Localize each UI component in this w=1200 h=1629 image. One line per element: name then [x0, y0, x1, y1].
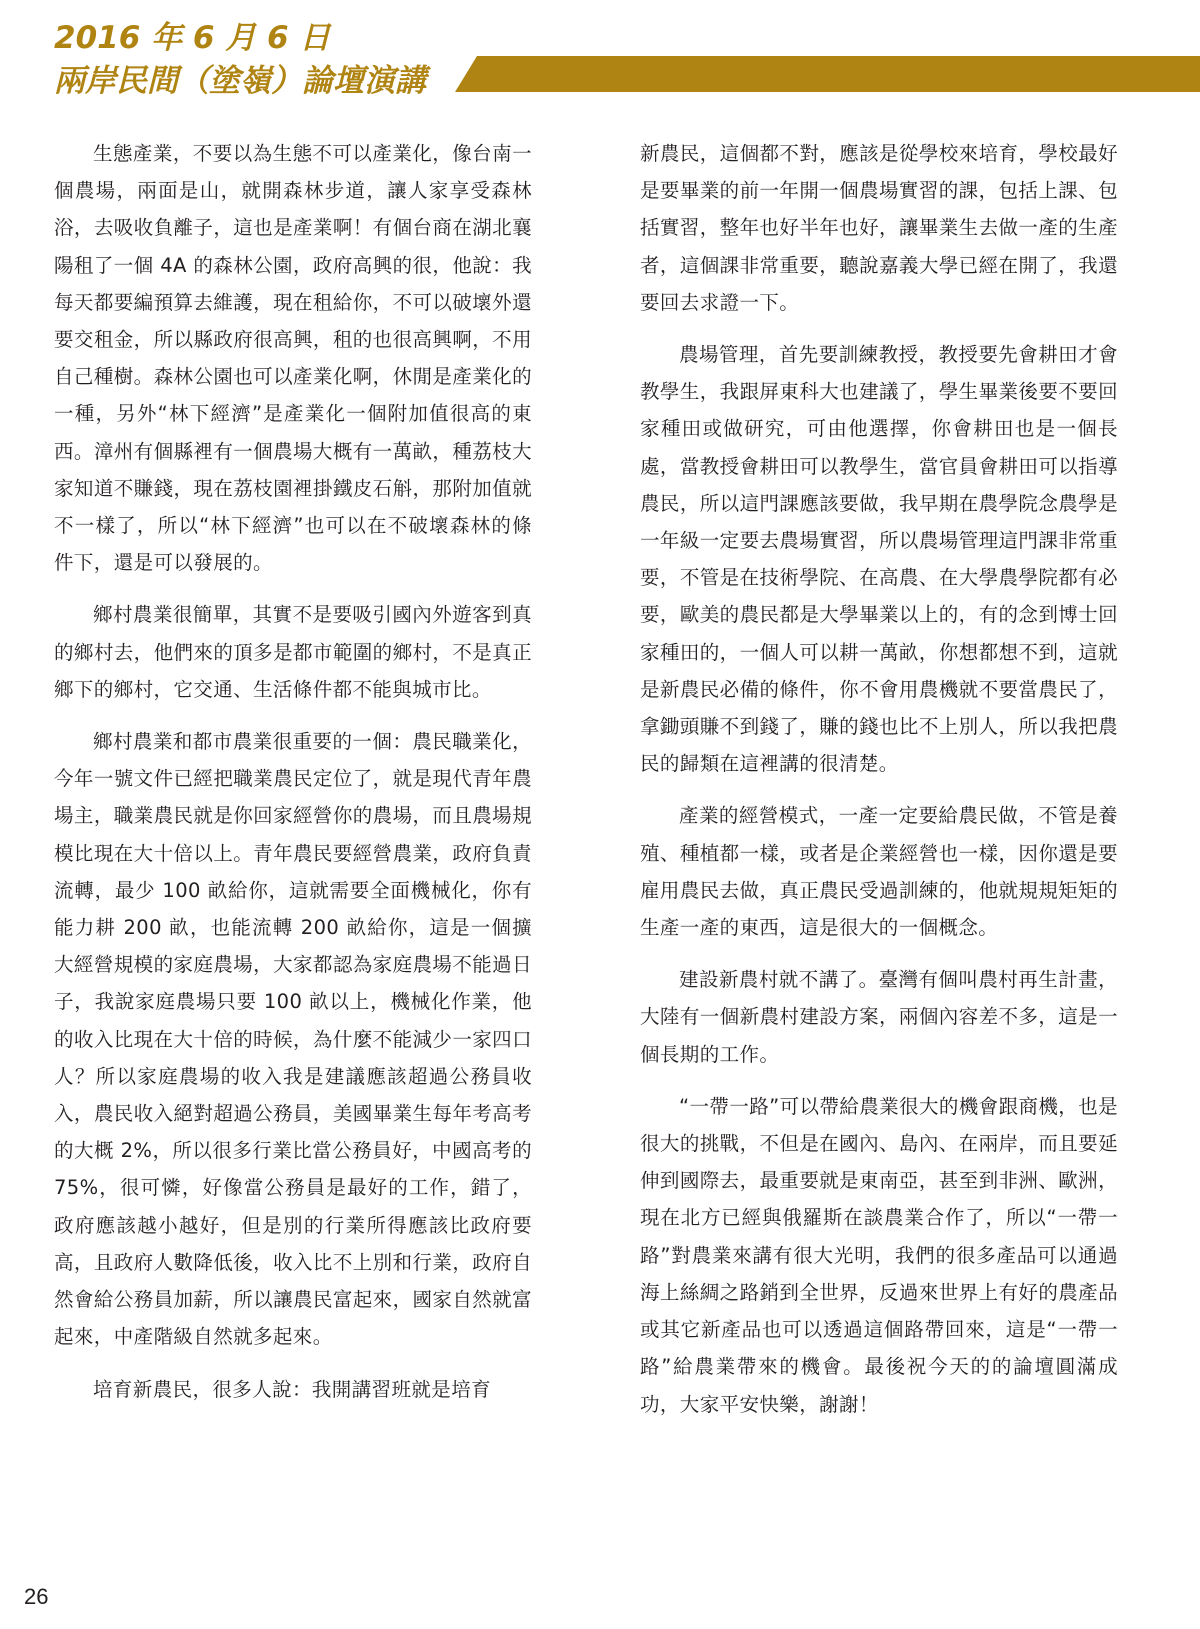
right-column	[640, 135, 1118, 1438]
paragraph: 新農民，這個都不對，應該是從學校來培育，學校最好是要畢業的前一年開一個農場實習的課，包括上課、包括實習，整年也好半年也好，讓畢業生去做一產的生產者，這個課非常重要，聽說嘉義大學已經在開了，我還要回去求證一下。	[640, 142, 1118, 314]
paragraph: 農場管理，首先要訓練教授，教授要先會耕田才會教學生，我跟屏東科大也建議了，學生畢業後要不要回家種田或做研究，可由他選擇，你會耕田也是一個長處，當教授會耕田可以教學生，當官員會耕田可以指導農民，所以這門課應該要做，我早期在農學院念農學是一年級一定要去農場實習，所以農場管理這門課非常重要，不管是在技術學院、在高農、在大學農學院都有必要，歐美的農民都是大學畢業以上的，有的念到博士回家種田的，一個人可以耕一萬畝，你想都想不到，這就是新農民必備的條件，你不會用農機就不要當農民了，拿鋤頭賺不到錢了，賺的錢也比不上別人，所以我把農民的歸類在這裡講的很清楚。	[640, 343, 1118, 776]
paragraph: 生態產業，不要以為生態不可以產業化，像台南一個農場，兩面是山，就開森林步道，讓人家享受森林浴，去吸收負離子，這也是產業啊！有個台商在湖北襄陽租了一個 4A 的森林公園，政府高興的很，他說：我每天都要編預算去維護，現在租給你，不可以破壞外還要交租金，所以縣政府很高興，租的也很高興啊，不用自己種樹。森林公園也可以產業化啊，休閒是產業化的一種，另外“林下經濟”是產業化一個附加值很高的東西。漳州有個縣裡有一個農場大概有一萬畝，種荔枝大家知道不賺錢，現在荔枝園裡掛鐵皮石斛，那附加值就不一樣了，所以“林下經濟”也可以在不破壞森林的條件下，還是可以發展的。	[54, 142, 532, 575]
paragraph: 鄉村農業很簡單，其實不是要吸引國內外遊客到真的鄉村去，他們來的頂多是都市範圍的鄉村，不是真正鄉下的鄉村，它交通、生活條件都不能與城市比。	[54, 603, 532, 701]
left-column	[54, 135, 532, 1423]
page-number: 26	[24, 1584, 49, 1609]
header-accent-bar	[455, 56, 1200, 92]
paragraph: 鄉村農業和都市農業很重要的一個：農民職業化，今年一號文件已經把職業農民定位了，就是現代青年農場主，職業農民就是你回家經營你的農場，而且農場規模比現在大十倍以上。青年農民要經營農業，政府負責流轉，最少 100 畝給你，這就需要全面機械化，你有能力耕 200 畝，也能流轉 200 畝給你，這是一個擴大經營規模的家庭農場，大家都認為家庭農場不能過日子，我說家庭農場只要 100 畝以上，機械化作業，他的收入比現在大十倍的時候，為什麼不能減少一家四口人？所以家庭農場的收入我是建議應該超過公務員收入，農民收入絕對超過公務員，美國畢業生每年考高考的大概 2%，所以很多行業比當公務員好，中國高考的 75%，很可憐，好像當公務員是最好的工作，錯了，政府應該越小越好，但是別的行業所得應該比政府要高，且政府人數降低後，收入比不上別和行業，政府自然會給公務員加薪，所以讓農民富起來，國家自然就富起來，中產階級自然就多起來。	[54, 730, 532, 1349]
paragraph: 產業的經營模式，一產一定要給農民做，不管是養殖、種植都一樣，或者是企業經營也一樣，因你還是要雇用農民去做，真正農民受過訓練的，他就規規矩矩的生產一產的東西，這是很大的一個概念。	[640, 804, 1118, 940]
paragraph: 培育新農民，很多人說：我開講習班就是培育	[93, 1377, 492, 1401]
header-title: 兩岸民間（塗嶺）論壇演講	[54, 63, 426, 99]
paragraph: 建設新農村就不講了。臺灣有個叫農村再生計畫，大陸有一個新農村建設方案，兩個內容差不多，這是一個長期的工作。	[640, 968, 1118, 1066]
paragraph: “一帶一路”可以帶給農業很大的機會跟商機，也是很大的挑戰，不但是在國內、島內、在兩岸，而且要延伸到國際去，最重要就是東南亞，甚至到非洲、歐洲，現在北方已經與俄羅斯在談農業合作了，所以“一帶一路”對農業來講有很大光明，我們的很多產品可以通過海上絲綢之路銷到全世界，反過來世界上有好的農產品或其它新產品也可以透過這個路帶回來，這是“一帶一路”給農業帶來的機會。最後祝今天的的論壇圓滿成功，大家平安快樂，謝謝！	[640, 1094, 1118, 1416]
header-date: 2016 年 6 月 6 日	[54, 20, 331, 56]
